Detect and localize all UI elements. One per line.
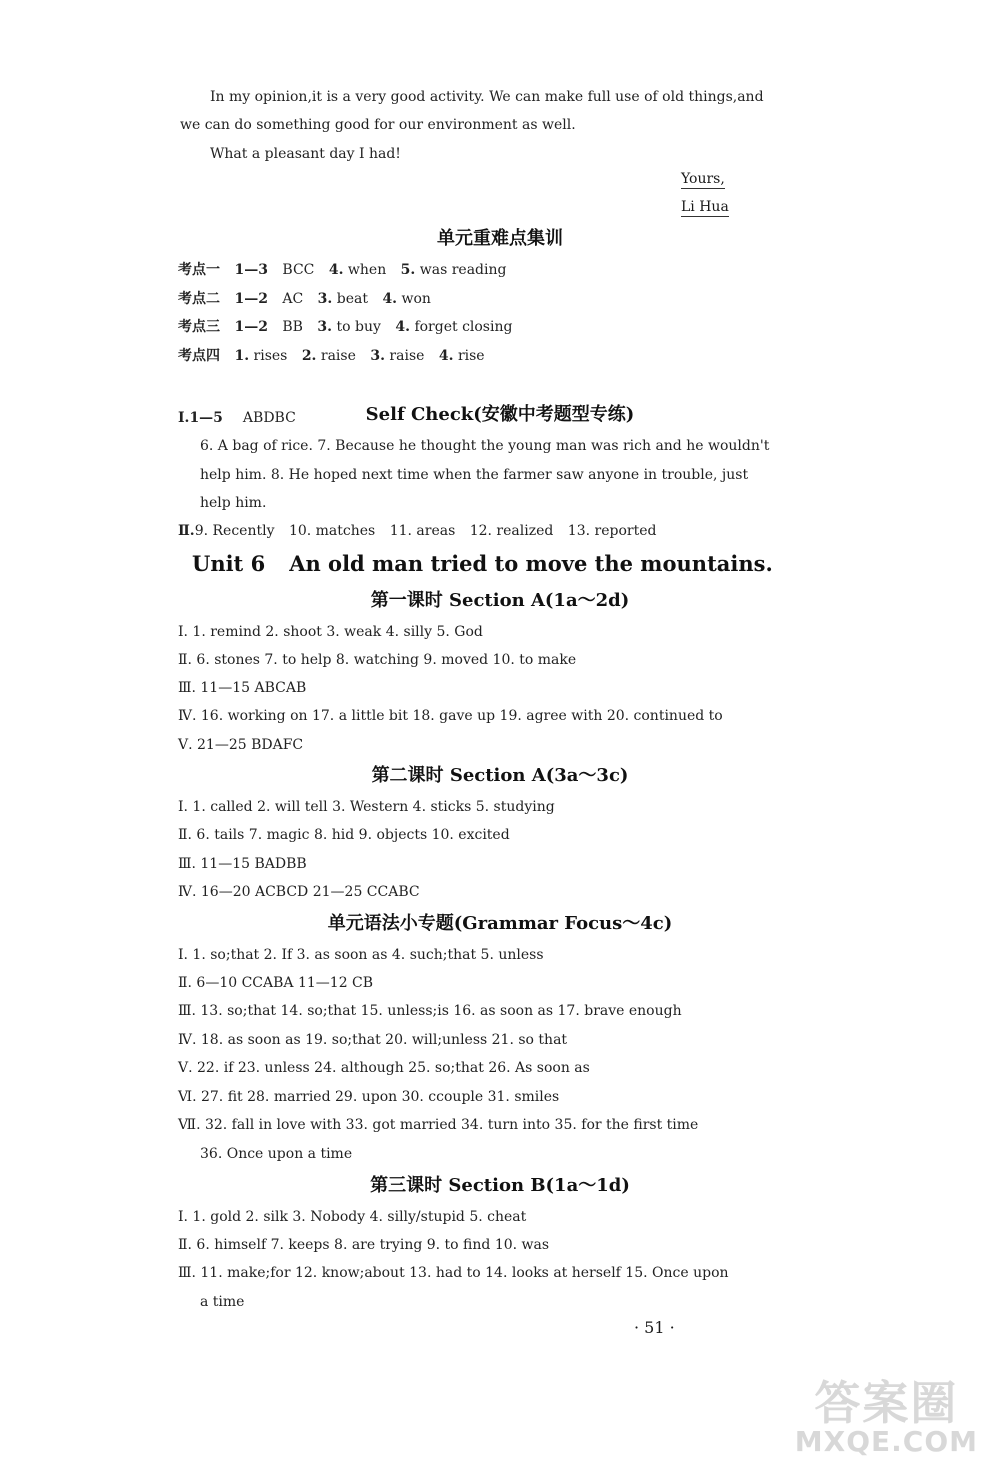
lesson-1-line: Ⅴ. 21—25 BDAFC bbox=[178, 737, 304, 753]
grammar-line: Ⅵ. 27. fit 28. married 29. upon 30. ccouple 31. smiles bbox=[178, 1089, 560, 1105]
self-check-line-2: 6. A bag of rice. 7. Because he thought the young man was rich and he wouldn't bbox=[200, 438, 770, 454]
self-check-line-1: Ⅰ.1—5 ABDBC bbox=[178, 410, 296, 426]
review-row-2: 考点二 1—2 AC 3. beat 4. won bbox=[178, 291, 431, 307]
watermark bbox=[794, 1376, 978, 1458]
lesson-3-line: a time bbox=[200, 1294, 245, 1310]
grammar-line: 36. Once upon a time bbox=[200, 1146, 353, 1162]
lesson-2-title: 第二课时 Section A(3a～3c) bbox=[371, 765, 629, 786]
lesson-3-line: Ⅲ. 11. make;for 12. know;about 13. had to 14. looks at herself 15. Once upon bbox=[178, 1265, 729, 1281]
grammar-line: Ⅴ. 22. if 23. unless 24. although 25. so;that 26. As soon as bbox=[178, 1060, 590, 1076]
section-title-self-check: Self Check(安徽中考题型专练) bbox=[365, 404, 635, 425]
lesson-1-line: Ⅰ. 1. remind 2. shoot 3. weak 4. silly 5. God bbox=[178, 624, 483, 640]
grammar-line: Ⅳ. 18. as soon as 19. so;that 20. will;unless 21. so that bbox=[178, 1032, 568, 1048]
lesson-3-title: 第三课时 Section B(1a～1d) bbox=[370, 1175, 630, 1196]
lesson-1-line: Ⅳ. 16. working on 17. a little bit 18. gave up 19. agree with 20. continued to bbox=[178, 708, 723, 724]
grammar-line: Ⅲ. 13. so;that 14. so;that 15. unless;is 16. as soon as 17. brave enough bbox=[178, 1003, 682, 1019]
lesson-3-line: Ⅱ. 6. himself 7. keeps 8. are trying 9. to find 10. was bbox=[178, 1237, 550, 1253]
self-check-line-4: help him. bbox=[200, 495, 267, 511]
self-check-line-3: help him. 8. He hoped next time when the farmer saw anyone in trouble, just bbox=[200, 467, 749, 483]
review-row-4: 考点四 1. rises 2. raise 3. raise 4. rise bbox=[178, 348, 485, 364]
review-row-3: 考点三 1—2 BB 3. to buy 4. forget closing bbox=[178, 319, 513, 335]
lesson-1-line: Ⅱ. 6. stones 7. to help 8. watching 9. moved 10. to make bbox=[178, 652, 577, 668]
review-row-1: 考点一 1—3 BCC 4. when 5. was reading bbox=[178, 262, 507, 278]
lesson-2-line: Ⅱ. 6. tails 7. magic 8. hid 9. objects 10. excited bbox=[178, 827, 510, 843]
section-title-unit-review: 单元重难点集训 bbox=[437, 228, 563, 249]
lesson-1-title: 第一课时 Section A(1a～2d) bbox=[370, 590, 630, 611]
self-check-line-5: Ⅱ.9. Recently 10. matches 11. areas 12. realized 13. reported bbox=[178, 523, 657, 539]
grammar-line: Ⅶ. 32. fall in love with 33. got married 34. turn into 35. for the first time bbox=[178, 1117, 699, 1133]
watermark-url: MXQE.COM bbox=[794, 1425, 978, 1458]
grammar-line: Ⅱ. 6—10 CCABA 11—12 CB bbox=[178, 975, 374, 991]
lesson-2-line: Ⅰ. 1. called 2. will tell 3. Western 4. sticks 5. studying bbox=[178, 799, 555, 815]
grammar-title: 单元语法小专题(Grammar Focus～4c) bbox=[327, 913, 673, 934]
lesson-2-line: Ⅲ. 11—15 BADBB bbox=[178, 856, 307, 872]
unit-heading: Unit 6 An old man tried to move the mountains. bbox=[192, 551, 773, 576]
grammar-line: Ⅰ. 1. so;that 2. If 3. as soon as 4. such;that 5. unless bbox=[178, 947, 544, 963]
letter-closing: Yours, bbox=[681, 171, 725, 187]
letter-signature: Li Hua bbox=[681, 199, 729, 215]
page-number: · 51 · bbox=[634, 1318, 675, 1337]
letter-paragraph-1: In my opinion,it is a very good activity. We can make full use of old things,and bbox=[210, 89, 764, 105]
lesson-3-line: Ⅰ. 1. gold 2. silk 3. Nobody 4. silly/stupid 5. cheat bbox=[178, 1209, 527, 1225]
lesson-1-line: Ⅲ. 11—15 ABCAB bbox=[178, 680, 307, 696]
letter-paragraph-2: we can do something good for our environment as well. bbox=[180, 117, 576, 133]
watermark-logo-text: 答案圈 bbox=[814, 1376, 959, 1430]
letter-paragraph-3: What a pleasant day I had! bbox=[210, 146, 401, 162]
lesson-2-line: Ⅳ. 16—20 ACBCD 21—25 CCABC bbox=[178, 884, 420, 900]
